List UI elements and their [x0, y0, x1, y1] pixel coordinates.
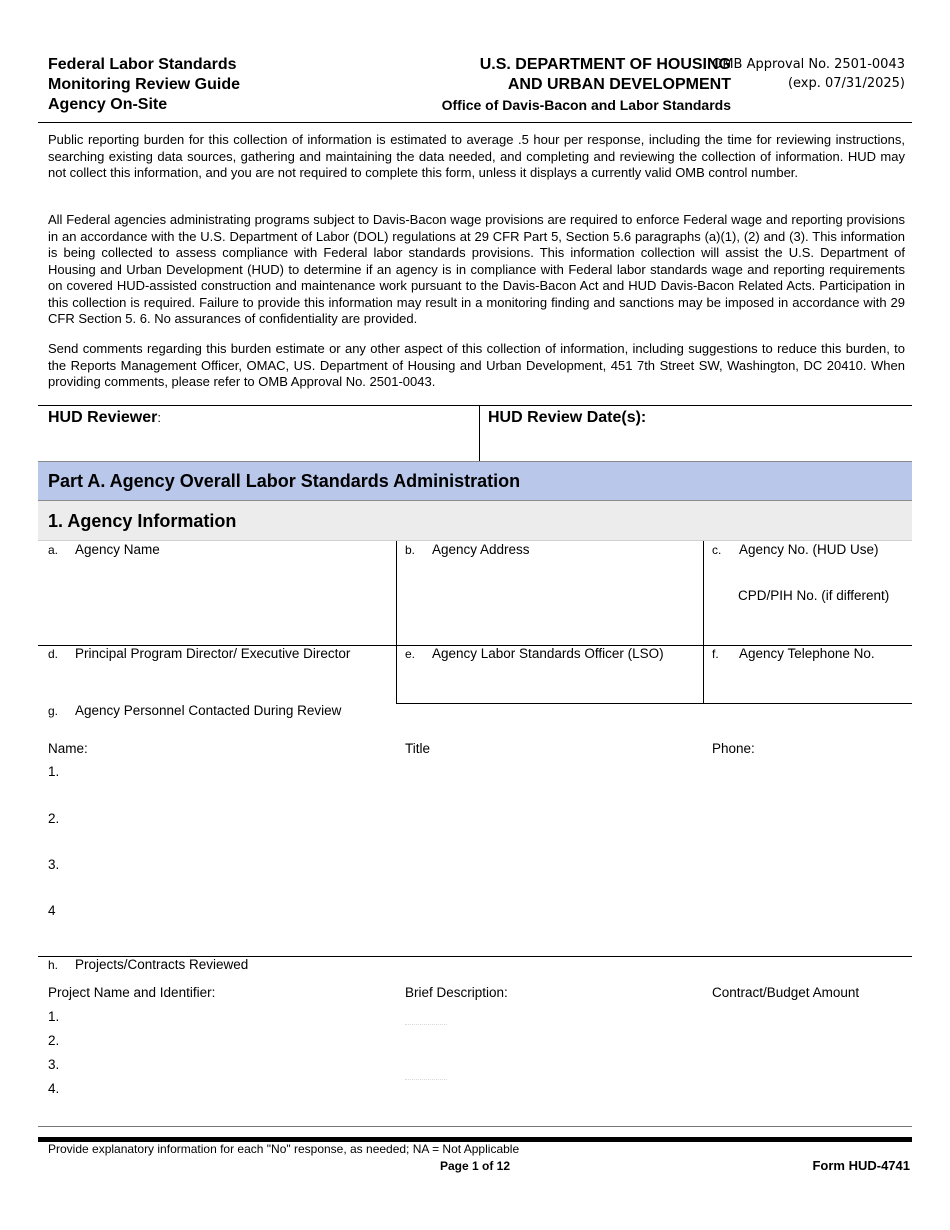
labor-standards-officer-label: Agency Labor Standards Officer (LSO): [432, 646, 664, 661]
projects-reviewed-label: Projects/Contracts Reviewed: [75, 957, 249, 972]
agency-name-label: Agency Name: [75, 542, 160, 557]
part-a-banner: [38, 461, 912, 501]
burden-statement: Public reporting burden for this collection of information is estimated to average .5 hour per response, including the time for reviewing instructions, searching existing data sources, gathering and maintaining the data needed, and completing and reviewing the collection of information. HUD may not collect this information, and you are not required to complete this form, unless it displays a currently valid OMB control number.: [48, 132, 905, 180]
agency-number-label: Agency No. (HUD Use): [739, 542, 879, 557]
personnel-contacted-heading: [48, 703, 341, 718]
personnel-row-4[interactable]: 4: [48, 903, 56, 918]
authority-statement: All Federal agencies administrating programs subject to Davis-Bacon wage provisions are required to enforce Federal wage and reporting provisions in an accordance with the U.S. Department of Labor (DOL) regulations at 29 CFR Part 5, Section 5.6 paragraphs (a)(1), (2) and (3). This information is being collected to assess compliance with Federal labor standards provisions. This information collection will assist the U.S. Department of Housing and Urban Development (HUD) to determine if an agency is in compliance with Federal labor standards wage and reporting requirements on covered HUD-assisted construction and maintenance work pursuant to the Davis-Bacon Act and HUD Davis-Bacon Related Acts. Participation in this collection is required. Failure to provide this information may result in a monitoring finding and sanctions may be imposed in accordance with 29 CFR Section 5. 6. No assurances of confidentiality are provided.: [48, 212, 905, 326]
personnel-contacted-label: Agency Personnel Contacted During Review: [75, 703, 342, 718]
comments-statement: Send comments regarding this burden estimate or any other aspect of this collection of information, including suggestions to reduce this burden, to the Reports Management Officer, OMAC, US. Department of Housing and Urban Development, 451 7th Street SW, Washington, DC 20410. When providing comments, please refer to OMB Approval No. 2501-0043.: [48, 341, 905, 389]
hud-reviewer-colon: :: [157, 410, 161, 425]
personnel-title-header: Title: [405, 741, 431, 756]
hud-reviewer-field[interactable]: [48, 409, 161, 427]
field-letter-c: c.: [712, 543, 722, 557]
program-director-field[interactable]: [48, 646, 350, 661]
description-line-2: [405, 1079, 447, 1080]
grid-divider-2: [703, 541, 704, 703]
personnel-phone-header: Phone:: [712, 741, 755, 756]
project-name-header: Project Name and Identifier:: [48, 985, 216, 1000]
page-number: Page 1 of 12: [439, 1159, 511, 1173]
project-row-4[interactable]: 4.: [48, 1081, 60, 1096]
hud-reviewer-label: HUD Reviewer: [48, 409, 158, 426]
personnel-row-2[interactable]: 2.: [48, 811, 60, 826]
field-letter-g: g.: [48, 704, 59, 718]
description-line-1: [405, 1024, 447, 1025]
part-a-title: Part A. Agency Overall Labor Standards Administration: [48, 471, 521, 491]
project-row-2[interactable]: 2.: [48, 1033, 60, 1048]
personnel-row-3[interactable]: 3.: [48, 857, 60, 872]
department-name: [348, 55, 731, 115]
projects-reviewed-heading: [48, 957, 248, 972]
agency-telephone-label: Agency Telephone No.: [739, 646, 875, 661]
agency-number-field[interactable]: [712, 542, 879, 557]
program-director-label: Principal Program Director/ Executive Director: [75, 646, 351, 661]
form-title-line-1: Federal Labor Standards: [48, 56, 237, 73]
agency-address-label: Agency Address: [432, 542, 530, 557]
field-letter-b: b.: [405, 543, 416, 557]
labor-standards-officer-field[interactable]: [405, 646, 664, 661]
department-line-1: U.S. DEPARTMENT OF HOUSING: [479, 56, 731, 73]
footer-note: Provide explanatory information for each "No" response, as needed; NA = Not Applicable: [48, 1142, 520, 1156]
reviewer-divider: [479, 406, 480, 461]
project-row-3[interactable]: 3.: [48, 1057, 60, 1072]
omb-expiration: (exp. 07/31/2025): [787, 76, 905, 91]
agency-address-field[interactable]: [405, 542, 530, 557]
contract-amount-header: Contract/Budget Amount: [712, 985, 860, 1000]
field-letter-e: e.: [405, 647, 416, 661]
projects-bottom-divider: [38, 1126, 912, 1127]
brief-description-header: Brief Description:: [405, 985, 508, 1000]
personnel-row-1[interactable]: 1.: [48, 764, 60, 779]
field-letter-a: a.: [48, 543, 59, 557]
field-letter-d: d.: [48, 647, 59, 661]
omb-approval: [712, 55, 905, 93]
project-row-1[interactable]: 1.: [48, 1009, 60, 1024]
section-1-banner: [38, 501, 912, 541]
omb-number: OMB Approval No. 2501-0043: [712, 57, 905, 72]
hud-review-date-field[interactable]: HUD Review Date(s):: [488, 409, 647, 426]
department-line-2: AND URBAN DEVELOPMENT: [507, 76, 731, 93]
cpd-pih-number-field[interactable]: CPD/PIH No. (if different): [738, 588, 890, 603]
grid-divider-1: [396, 541, 397, 703]
grid-bottom-divider: [396, 703, 912, 704]
agency-name-field[interactable]: [48, 542, 160, 557]
form-title-line-3: Agency On-Site: [48, 96, 168, 113]
reviewer-row: [38, 405, 912, 461]
field-letter-f: f.: [712, 647, 719, 661]
form-title-line-2: Monitoring Review Guide: [48, 76, 241, 93]
personnel-name-header: Name:: [48, 741, 88, 756]
header-divider: [38, 122, 912, 123]
field-letter-h: h.: [48, 958, 59, 972]
office-name: Office of Davis-Bacon and Labor Standards: [441, 97, 731, 113]
form-header: [48, 55, 905, 117]
section-1-title: 1. Agency Information: [48, 511, 237, 531]
agency-telephone-field[interactable]: [712, 646, 875, 661]
form-number: Form HUD-4741: [812, 1158, 910, 1173]
form-title: [48, 55, 240, 115]
